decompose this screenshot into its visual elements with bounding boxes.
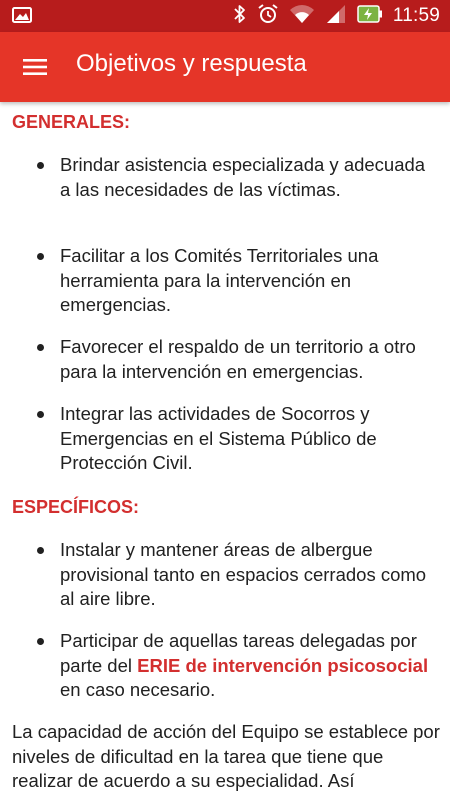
bullet-icon (37, 547, 44, 554)
main-content (0, 102, 450, 800)
body-paragraph: La capacidad de acción del Equipo se establece por niveles de dificultad en la tarea que tiene que realizar de acuerdo a su especialidad. Así (12, 721, 440, 791)
list-item (60, 538, 440, 612)
wifi-icon (289, 4, 315, 29)
list-item-text: Favorecer el respaldo de un territorio a otro para la intervención en emergencias. (60, 336, 416, 382)
alarm-icon (257, 3, 279, 30)
hamburger-menu-icon[interactable] (15, 52, 55, 82)
erie-psicosocial-link[interactable]: ERIE de intervención psicosocial (137, 654, 429, 676)
page-title: Objetivos y respuesta (76, 50, 307, 77)
list-item-text-before: Participar de aquellas tareas delegadas por parte del (60, 630, 417, 676)
image-icon (12, 7, 32, 28)
bullet-icon (37, 162, 44, 169)
bullet-icon (37, 638, 44, 645)
list-item-text-after: en caso necesario. (60, 679, 216, 700)
list-item (60, 153, 440, 202)
bullet-icon (37, 411, 44, 418)
bullet-icon (37, 253, 44, 260)
section-heading-especificos: ESPECÍFICOS: (12, 497, 140, 517)
list-item (60, 629, 440, 703)
app-bar (0, 32, 450, 102)
list-item-text: Brindar asistencia especializada y adecuada a las necesidades de las víctimas. (60, 154, 426, 200)
status-time: 11:59 (392, 5, 440, 26)
list-item-text: Instalar y mantener áreas de albergue provisional tanto en espacios cerrados como al aire libre. (60, 539, 427, 609)
list-item (60, 402, 440, 476)
list-item (60, 335, 440, 384)
list-item-text: Facilitar a los Comités Territoriales una herramienta para la intervención en emergencias. (60, 245, 379, 315)
list-item-text: Integrar las actividades de Socorros y Emergencias en el Sistema Público de Protección Civil. (60, 403, 377, 473)
signal-icon (325, 4, 347, 29)
bullet-icon (37, 344, 44, 351)
battery-charging-icon (357, 5, 383, 28)
status-bar (0, 0, 450, 32)
bluetooth-icon (233, 4, 247, 29)
section-heading-generales: GENERALES: (12, 112, 131, 132)
list-item (60, 244, 440, 318)
